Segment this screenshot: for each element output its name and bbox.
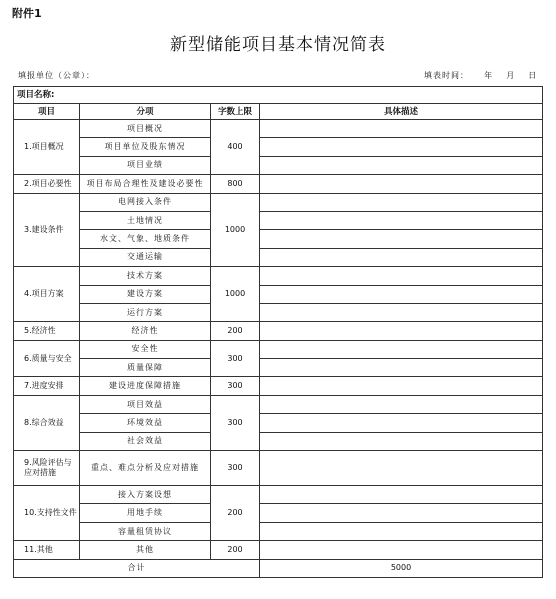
item-cell: 7.进度安排 <box>14 377 80 395</box>
sub-item-cell: 接入方案设想 <box>80 486 211 504</box>
sub-item-cell: 项目效益 <box>80 395 211 413</box>
description-cell[interactable] <box>260 414 543 432</box>
description-cell[interactable] <box>260 395 543 413</box>
table-row <box>14 120 543 138</box>
description-cell[interactable] <box>260 340 543 358</box>
sub-item-cell: 环境效益 <box>80 414 211 432</box>
description-cell[interactable] <box>260 211 543 229</box>
description-cell[interactable] <box>260 432 543 450</box>
table-row <box>14 156 543 174</box>
sub-item-cell: 容量租赁协议 <box>80 522 211 540</box>
sub-item-cell: 重点、难点分析及应对措施 <box>80 451 211 486</box>
word-limit-cell: 400 <box>211 120 260 175</box>
item-cell: 3.建设条件 <box>14 193 80 267</box>
description-cell[interactable] <box>260 541 543 559</box>
word-limit-cell: 1000 <box>211 193 260 267</box>
description-cell[interactable] <box>260 138 543 156</box>
table-row <box>14 138 543 156</box>
description-cell[interactable] <box>260 303 543 321</box>
header-sub: 分项 <box>80 104 211 120</box>
table-row <box>14 303 543 321</box>
header-desc: 具体描述 <box>260 104 543 120</box>
table-row <box>14 193 543 211</box>
table-row <box>14 340 543 358</box>
item-cell: 1.项目概况 <box>14 120 80 175</box>
fill-date-label: 填表时间： <box>424 71 469 80</box>
word-limit-cell: 200 <box>211 541 260 559</box>
page-title: 新型储能项目基本情况简表 <box>170 35 386 55</box>
table-body <box>14 87 543 578</box>
item-cell: 2.项目必要性 <box>14 175 80 193</box>
word-limit-cell: 300 <box>211 395 260 450</box>
description-cell[interactable] <box>260 230 543 248</box>
total-value: 5000 <box>260 559 543 577</box>
fill-date-year: 年 <box>484 71 494 80</box>
description-cell[interactable] <box>260 267 543 285</box>
item-cell: 5.经济性 <box>14 322 80 340</box>
sub-item-cell: 交通运输 <box>80 248 211 266</box>
description-cell[interactable] <box>260 322 543 340</box>
sub-item-cell: 项目业绩 <box>80 156 211 174</box>
description-cell[interactable] <box>260 486 543 504</box>
sub-item-cell: 技术方案 <box>80 267 211 285</box>
sub-item-cell: 用地手续 <box>80 504 211 522</box>
sub-item-cell: 水文、气象、地质条件 <box>80 230 211 248</box>
word-limit-cell: 300 <box>211 340 260 377</box>
sub-item-cell: 土地情况 <box>80 211 211 229</box>
sub-item-cell: 电网接入条件 <box>80 193 211 211</box>
table-row <box>14 504 543 522</box>
reporting-unit-label: 填报单位（公章）： <box>18 71 95 80</box>
project-name-row <box>14 87 543 104</box>
total-label: 合计 <box>14 559 260 577</box>
description-cell[interactable] <box>260 175 543 193</box>
header-limit: 字数上限 <box>211 104 260 120</box>
sub-item-cell: 建设进度保障措施 <box>80 377 211 395</box>
item-cell: 4.项目方案 <box>14 267 80 322</box>
fill-date <box>424 70 537 81</box>
project-summary-table <box>13 86 543 578</box>
table-row <box>14 541 543 559</box>
description-cell[interactable] <box>260 120 543 138</box>
description-cell[interactable] <box>260 193 543 211</box>
sub-item-cell: 安全性 <box>80 340 211 358</box>
sub-item-cell: 项目布局合理性及建设必要性 <box>80 175 211 193</box>
fill-date-day: 日 <box>528 71 538 80</box>
sub-item-cell: 项目单位及股东情况 <box>80 138 211 156</box>
table-row <box>14 395 543 413</box>
description-cell[interactable] <box>260 377 543 395</box>
item-cell: 10.支持性文件 <box>14 486 80 541</box>
table-row <box>14 377 543 395</box>
description-cell[interactable] <box>260 285 543 303</box>
description-cell[interactable] <box>260 522 543 540</box>
table-row <box>14 486 543 504</box>
item-cell: 9.风险评估与应对措施 <box>14 451 80 486</box>
description-cell[interactable] <box>260 248 543 266</box>
word-limit-cell: 200 <box>211 322 260 340</box>
sub-item-cell: 经济性 <box>80 322 211 340</box>
fill-date-month: 月 <box>506 71 516 80</box>
table-row <box>14 248 543 266</box>
sub-item-cell: 项目概况 <box>80 120 211 138</box>
item-cell: 11.其他 <box>14 541 80 559</box>
description-cell[interactable] <box>260 451 543 486</box>
table-row <box>14 414 543 432</box>
table-row <box>14 285 543 303</box>
sub-item-cell: 社会效益 <box>80 432 211 450</box>
table-row <box>14 432 543 450</box>
table-row <box>14 230 543 248</box>
item-cell: 8.综合效益 <box>14 395 80 450</box>
word-limit-cell: 1000 <box>211 267 260 322</box>
total-row <box>14 559 543 577</box>
description-cell[interactable] <box>260 156 543 174</box>
table-row <box>14 175 543 193</box>
sub-item-cell: 建设方案 <box>80 285 211 303</box>
table-row <box>14 359 543 377</box>
word-limit-cell: 800 <box>211 175 260 193</box>
project-name-label: 项目名称: <box>14 87 543 104</box>
description-cell[interactable] <box>260 504 543 522</box>
annex-label: 附件1 <box>12 7 42 20</box>
word-limit-cell: 300 <box>211 377 260 395</box>
table-row <box>14 322 543 340</box>
item-cell: 6.质量与安全 <box>14 340 80 377</box>
table-row <box>14 267 543 285</box>
table-row <box>14 211 543 229</box>
table-row <box>14 522 543 540</box>
table-row <box>14 451 543 486</box>
header-item: 项目 <box>14 104 80 120</box>
header-row <box>14 104 543 120</box>
word-limit-cell: 200 <box>211 486 260 541</box>
sub-item-cell: 运行方案 <box>80 303 211 321</box>
sub-item-cell: 其他 <box>80 541 211 559</box>
description-cell[interactable] <box>260 359 543 377</box>
sub-item-cell: 质量保障 <box>80 359 211 377</box>
word-limit-cell: 300 <box>211 451 260 486</box>
